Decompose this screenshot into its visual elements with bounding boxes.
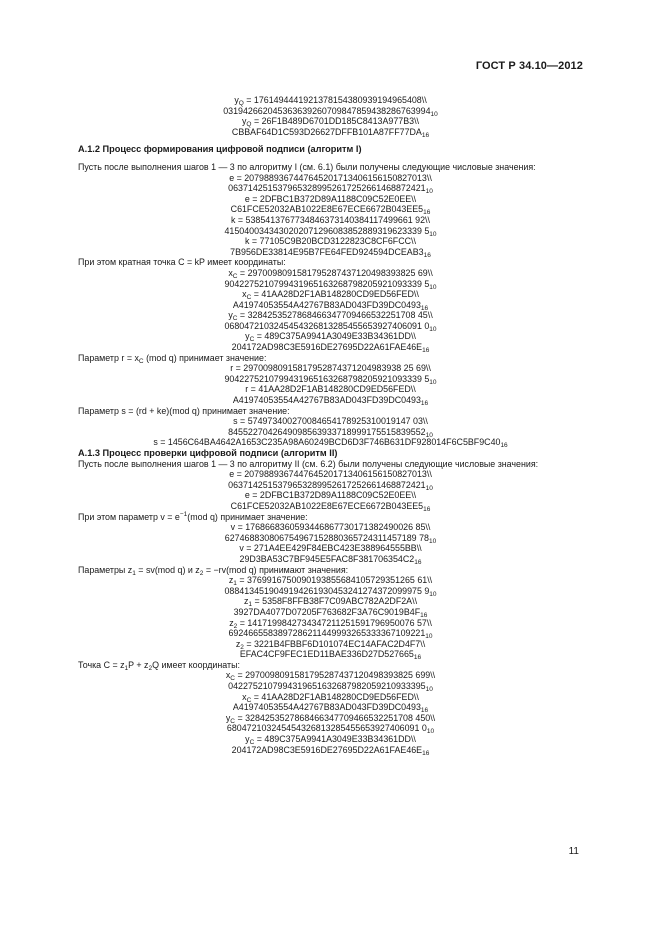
- subscript: 16: [423, 209, 431, 217]
- text-run: = 1417199842734347211251591796950076 57\\: [237, 617, 432, 628]
- formula-line: [78, 596, 583, 607]
- subscript: 16: [421, 131, 430, 139]
- text-run: y: [234, 95, 239, 105]
- subscript: 2: [240, 643, 244, 651]
- subscript: C: [230, 717, 235, 725]
- subscript: C: [230, 675, 235, 683]
- subscript: C: [246, 696, 252, 704]
- text-run: 29D3BA53C7BF945E5FAC8F381706354C2: [239, 553, 415, 564]
- formula-line: [78, 702, 583, 713]
- formula-line: [78, 586, 583, 597]
- text-run: z: [235, 638, 241, 649]
- text-line: [78, 459, 583, 470]
- text-run: r = 41AA28D2F1AB148280CD9ED56FED\\: [245, 384, 416, 395]
- text-run: 0884134519049194261930453241274372099975 9: [224, 585, 430, 596]
- subscript: 16: [423, 251, 431, 259]
- formula-line: [78, 204, 583, 215]
- text-run: = 1761494441921378154380939194965408\\: [243, 95, 427, 105]
- text-run: А.1.3 Процесс проверки цифровой подписи (алгоритм II): [78, 448, 338, 458]
- text-run: e = 2DFBC1B372D89A1188C09C52E0EE\\: [244, 490, 417, 501]
- subscript: 10: [429, 325, 437, 333]
- text-run: s = 1456C64BA4642A1653C235A98A60249BCD6D3F746B631DF928014F6C5BF9C40: [153, 437, 501, 448]
- subscript: 1: [233, 580, 237, 588]
- formula-line: [78, 395, 583, 406]
- formula-line: [78, 310, 583, 321]
- formula-line: [78, 183, 583, 194]
- formula-line: [78, 247, 583, 258]
- subscript: 16: [423, 505, 431, 513]
- subscript: 1: [132, 569, 136, 577]
- subscript: 10: [425, 431, 433, 439]
- text-run: 680472103245454326813285455653927406091 0: [226, 723, 427, 734]
- text-run: (mod q) принимает значение:: [143, 352, 267, 363]
- text-run: = 41AA28D2F1AB148280CD9ED56FED\\: [251, 691, 419, 702]
- subscript: 10: [429, 230, 437, 238]
- subscript: 10: [425, 633, 433, 641]
- subscript: 16: [420, 611, 428, 619]
- text-run: Параметры z: [78, 564, 133, 575]
- text-run: k = 77105C9B20BCD3122823C8CF6FCC\\: [245, 236, 416, 247]
- text-run: 204172AD98C3E5916DE27695D22A61FAE46E: [231, 342, 423, 353]
- subscript: 16: [422, 749, 430, 757]
- formula-line: [78, 543, 583, 554]
- formula-line: [78, 745, 583, 756]
- subscript: C: [249, 336, 255, 344]
- text-run: 9042275210799431965163268798205921093339 5: [224, 373, 430, 384]
- text-run: 4150400343430202071296083852889319623339 5: [224, 225, 430, 236]
- subscript: 10: [429, 590, 437, 598]
- subscript: 16: [413, 654, 422, 662]
- text-run: z: [243, 596, 249, 607]
- subscript: 16: [420, 707, 429, 715]
- subscript: 2: [199, 569, 204, 577]
- text-run: 0422752107994319651632687982059210933395: [228, 681, 426, 692]
- formula-line: [78, 618, 583, 629]
- formula-line: [78, 194, 583, 205]
- subscript: 16: [500, 442, 508, 450]
- subscript: C: [138, 357, 144, 365]
- text-run: Параметр s = (rd + ke)(mod q) принимает значение:: [78, 405, 290, 416]
- text-line: [78, 353, 583, 364]
- section-heading: [78, 144, 583, 155]
- page-number: 11: [568, 846, 579, 857]
- formula-line: [78, 681, 583, 692]
- formula-line: [78, 363, 583, 374]
- formula-line: [78, 692, 583, 703]
- text-run: v = 1768668360593446867730171382490026 85\\: [230, 522, 431, 533]
- formula-line: [78, 480, 583, 491]
- text-run: r = 29700980915817952874371204983938 25 69\\: [230, 363, 431, 374]
- text-run: Q имеет координаты:: [152, 659, 240, 670]
- formula-line: [78, 713, 583, 724]
- text-run: 0637142515379653289952617252661468872421: [228, 183, 426, 194]
- text-run: 627468830806754967152880365724311457189 78: [224, 532, 429, 543]
- formula-line: [78, 331, 583, 342]
- subscript: 1: [248, 601, 253, 609]
- formula-line: [78, 116, 583, 127]
- subscript: C: [232, 272, 238, 280]
- text-run: x: [228, 267, 233, 278]
- text-run: = 41AA28D2F1AB148280CD9ED56FED\\: [251, 289, 419, 300]
- text-line: [78, 565, 583, 576]
- text-run: CBBAF64D1C593D26627DFFB101A87FF77DA: [231, 126, 422, 137]
- text-run: y: [228, 310, 233, 321]
- text-run: = 3221B4FBBF6D101074EC14AFAC2D4F7\\: [243, 638, 426, 649]
- text-line: [78, 162, 583, 173]
- subscript: 16: [420, 400, 429, 408]
- text-run: A41974053554A42767B83AD043FD39DC0493: [232, 702, 421, 713]
- formula-line: [78, 342, 583, 353]
- text-run: = 26F1B489D6701DD185C8413A977B3\\: [251, 116, 419, 127]
- formula-line: [78, 575, 583, 586]
- text-run: 8455227042649098563933718999175515839552: [228, 426, 426, 437]
- formula-line: [78, 416, 583, 427]
- text-run: = 2970098091581795287437120498393825 69\\: [237, 267, 433, 278]
- subscript: 10: [425, 484, 433, 492]
- text-run: 4: [425, 105, 431, 116]
- text-run: 3927DA4077D07205F763682F3A76C9019B4F: [233, 606, 421, 617]
- text-run: 0680472103245454326813285455653927406091 0: [224, 320, 430, 331]
- formula-line: [78, 670, 583, 681]
- document-header: ГОСТ Р 34.10—2012: [475, 60, 583, 72]
- formula-line: [78, 639, 583, 650]
- text-run: EFAC4CF9FEC1ED11BAE336D27D527665: [239, 649, 414, 660]
- formula-line: [78, 649, 583, 660]
- formula-line: [78, 723, 583, 734]
- text-run: e = 2079889367447645201713406156150827013\\: [229, 469, 432, 480]
- subscript: C: [232, 315, 238, 323]
- text-run: A41974053554A42767B83AD043FD39DC0493: [232, 299, 421, 310]
- subscript: 10: [429, 378, 437, 386]
- text-run: y: [225, 712, 231, 723]
- formula-line: [78, 734, 583, 745]
- text-run: = sv(mod q) и z: [135, 564, 200, 575]
- text-run: y: [241, 116, 247, 127]
- text-run: 204172AD98C3E5916DE27695D22A61FAE46E: [231, 744, 423, 755]
- text-run: 03194266204536363926070984785943828676399: [223, 105, 426, 116]
- text-run: x: [242, 289, 247, 300]
- formula-line: [78, 427, 583, 438]
- subscript: Q: [246, 121, 252, 129]
- text-run: = 5358F8FFB38F7C09ABC782A2DF2A\\: [252, 596, 418, 607]
- subscript: 10: [428, 537, 437, 545]
- formula-line: [78, 607, 583, 618]
- text-run: x: [242, 691, 247, 702]
- formula-line: [78, 501, 583, 512]
- text-run: = 3769916750090193855684105729351265 61\\: [236, 575, 433, 586]
- text-line: [78, 512, 583, 523]
- text-run: P + z: [128, 659, 149, 670]
- text-run: = −rv(mod q) принимают значения:: [203, 564, 349, 575]
- text-line: [78, 406, 583, 417]
- section-heading: [78, 448, 583, 459]
- formula-line: [78, 173, 583, 184]
- subscript: 10: [430, 110, 438, 118]
- text-run: 9042275210799431965163268798205921093339 5: [224, 278, 430, 289]
- subscript: 16: [414, 558, 422, 566]
- text-run: x: [225, 670, 231, 681]
- formula-line: [78, 279, 583, 290]
- subscript: 2: [148, 664, 153, 672]
- subscript: C: [249, 739, 255, 747]
- text-run: e = 2DFBC1B372D89A1188C09C52E0EE\\: [244, 193, 417, 204]
- text-run: C61FCE52032AB1022E8E67ECE6672B043EE5: [230, 500, 424, 511]
- subscript: 16: [422, 347, 430, 355]
- text-run: Пусть после выполнения шагов 1 — 3 по алгоритму I (см. 6.1) были получены следующие числовые значения:: [78, 161, 536, 172]
- text-run: При этом кратная точка C = kP имеет координаты:: [78, 257, 286, 268]
- text-run: y: [245, 331, 250, 342]
- text-run: z: [229, 617, 234, 628]
- formula-line: [78, 95, 583, 106]
- text-run: (mod q) принимает значение:: [187, 511, 308, 522]
- text-run: k = 5385413767734846373140384117499661 92\\: [231, 214, 430, 225]
- subscript: 1: [124, 664, 129, 672]
- text-run: При этом параметр v = e: [78, 511, 180, 522]
- text-run: = 2970098091581795287437120498393825 699\\: [235, 670, 436, 681]
- formula-line: [78, 522, 583, 533]
- text-run: y: [245, 734, 250, 745]
- formula-line: [78, 628, 583, 639]
- text-run: 6924665583897286211449993265333367109221: [228, 628, 426, 639]
- subscript: 16: [420, 304, 429, 312]
- formula-line: [78, 490, 583, 501]
- formula-line: [78, 437, 583, 448]
- text-run: Пусть после выполнения шагов 1 — 3 по алгоритму II (см. 6.2) были получены следующие числовые значения:: [78, 458, 539, 469]
- formula-line: [78, 215, 583, 226]
- text-run: e = 2079889367447645201713406156150827013\\: [229, 172, 432, 183]
- text-run: 0637142515379653289952617252661468872421: [228, 479, 426, 490]
- formula-line: [78, 384, 583, 395]
- formula-line: [78, 533, 583, 544]
- text-run: = 489C375A9941A3049E33B34361DD\\: [254, 331, 416, 342]
- text-run: = 3284253527868466347709466532251708 45\\: [237, 310, 433, 321]
- subscript: C: [246, 294, 252, 302]
- text-run: А.1.2 Процесс формирования цифровой подписи (алгоритм I): [78, 144, 362, 155]
- formula-line: [78, 469, 583, 480]
- formula-line: [78, 374, 583, 385]
- subscript: 10: [425, 188, 433, 196]
- text-run: C61FCE52032AB1022E8E67ECE6672B043EE5: [230, 204, 424, 215]
- formula-line: [78, 127, 583, 138]
- text-run: s = 574973400270084654178925310019147 03\\: [233, 416, 428, 427]
- formula-line: [78, 236, 583, 247]
- superscript: −1: [179, 510, 188, 518]
- text-line: [78, 660, 583, 671]
- formula-line: [78, 106, 583, 117]
- subscript: 10: [425, 686, 433, 694]
- text-run: = 3284253527868466347709466532251708 450\\: [235, 712, 436, 723]
- subscript: Q: [238, 100, 244, 107]
- text-run: A41974053554A42767B83AD043FD39DC0493: [232, 395, 421, 406]
- formula-line: [78, 321, 583, 332]
- formula-line: [78, 300, 583, 311]
- text-run: Параметр r = x: [78, 352, 139, 363]
- subscript: 10: [429, 283, 437, 291]
- text-run: z: [228, 575, 234, 586]
- text-run: 7B956DE33814E95B7FE64FED924594DCEAB3: [230, 246, 424, 257]
- subscript: 2: [233, 622, 238, 630]
- text-line: [78, 257, 583, 268]
- formula-line: [78, 268, 583, 279]
- text-run: Точка C = z: [78, 659, 125, 670]
- formula-line: [78, 289, 583, 300]
- text-run: = 489C375A9941A3049E33B34361DD\\: [254, 734, 416, 745]
- formula-line: [78, 554, 583, 565]
- document-body: [78, 95, 583, 755]
- formula-line: [78, 226, 583, 237]
- subscript: 10: [426, 728, 435, 736]
- text-run: v = 271A4EE429F84EBC423E388964555BB\\: [239, 543, 422, 554]
